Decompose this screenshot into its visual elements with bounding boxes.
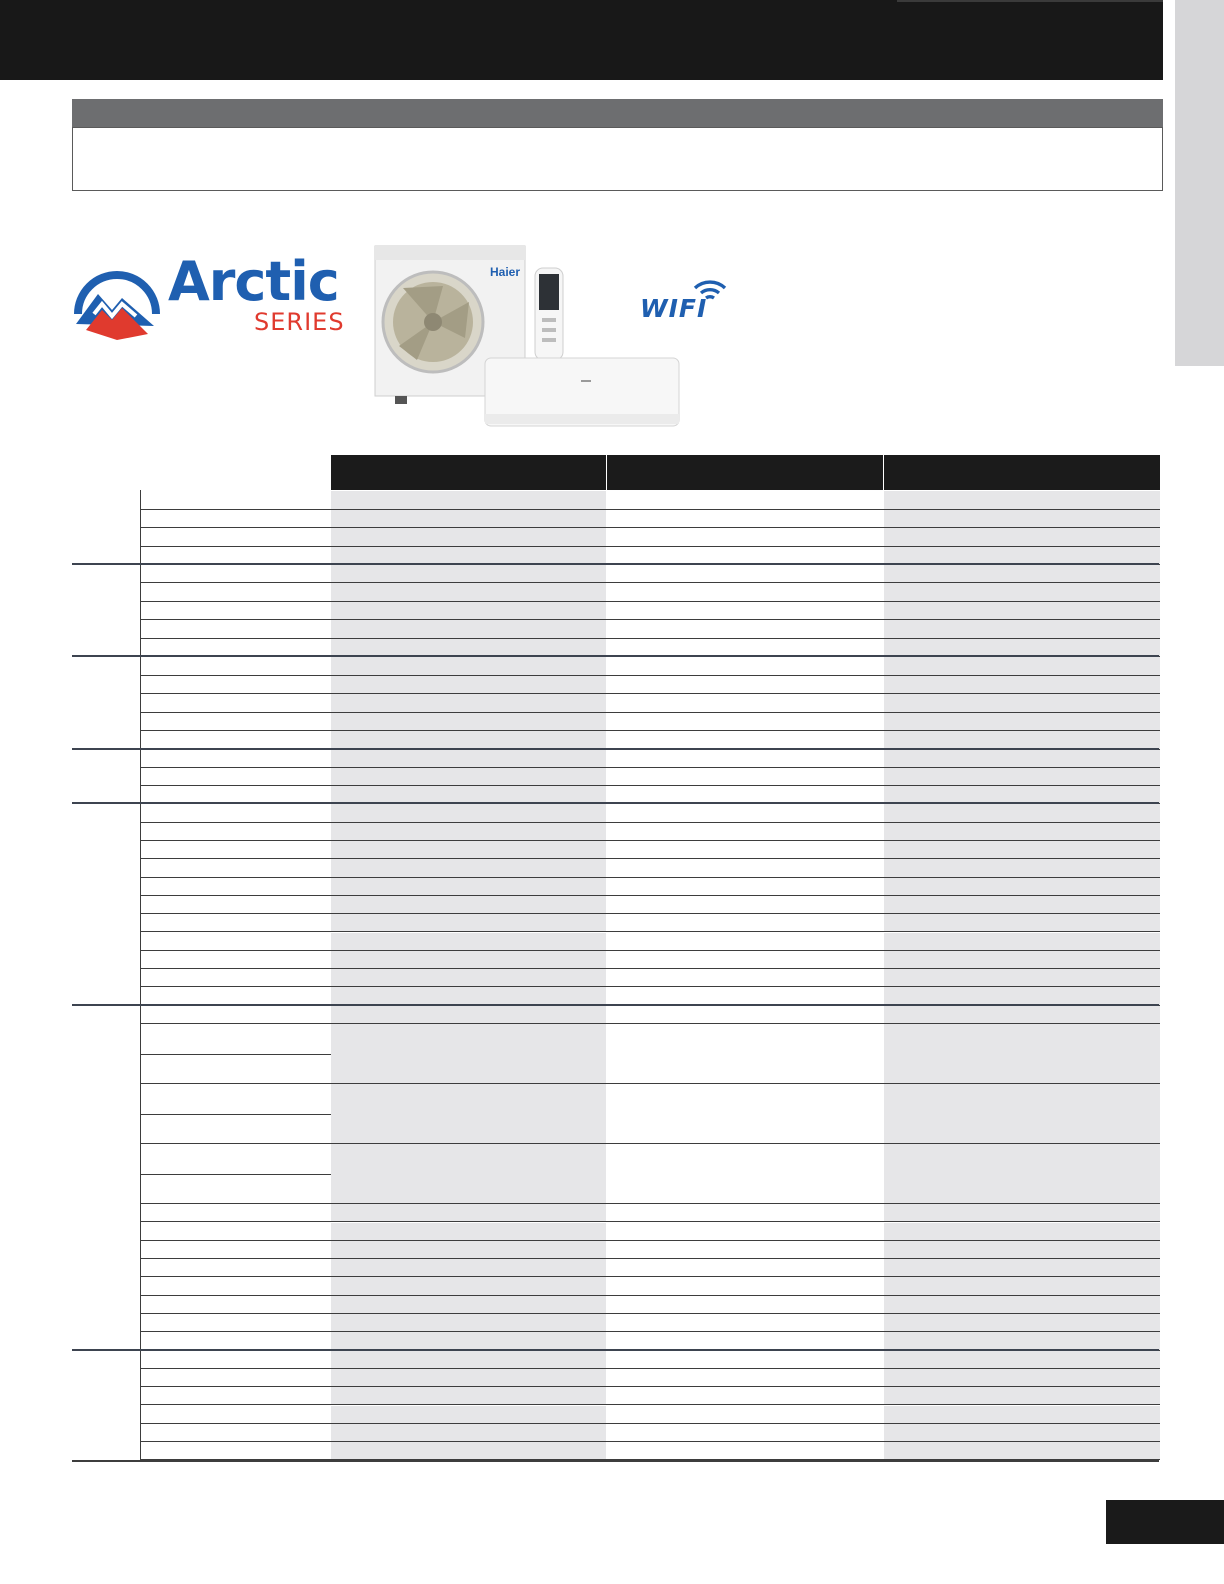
table-cell: [607, 768, 883, 785]
table-cell: [884, 1314, 1160, 1331]
table-cell: [607, 583, 883, 600]
table-cell: [884, 1442, 1160, 1459]
table-cell: [141, 565, 331, 582]
table-cell: [331, 1406, 606, 1423]
table-cell: [607, 1296, 883, 1313]
table-cell: [331, 1296, 606, 1313]
table-cell: [331, 750, 606, 767]
table-row: [141, 1277, 1160, 1295]
label-cell-divider: [141, 1174, 331, 1175]
table-row: [141, 1223, 1160, 1241]
table-row: [141, 804, 1160, 822]
table-cell: [331, 620, 606, 637]
table-cell: [884, 878, 1160, 895]
table-cell: [607, 859, 883, 876]
table-cell: [331, 1314, 606, 1331]
table-cell: [141, 969, 331, 986]
table-cell: [607, 1314, 883, 1331]
table-row: [141, 1424, 1160, 1442]
table-cell: [884, 1332, 1160, 1349]
table-cell: [141, 639, 331, 656]
table-cell: [607, 713, 883, 731]
table-row: [141, 914, 1160, 932]
table-cell: [331, 1259, 606, 1276]
table-cell: [884, 510, 1160, 528]
group-separator: [72, 655, 1159, 657]
table-cell: [884, 1204, 1160, 1221]
table-cell: [331, 565, 606, 582]
group-separator: [72, 563, 1159, 565]
table-cell: [607, 528, 883, 546]
table-cell: [141, 1314, 331, 1331]
table-cell: [884, 528, 1160, 546]
table-cell: [607, 1144, 883, 1203]
table-cell: [141, 896, 331, 913]
table-cell: [141, 768, 331, 785]
table-cell: [884, 969, 1160, 986]
table-cell: [141, 1387, 331, 1404]
table-cell: [884, 951, 1160, 968]
table-cell: [141, 583, 331, 600]
table-cell: [331, 1084, 606, 1143]
table-cell: [607, 1084, 883, 1143]
product-brand-mark: Haier: [490, 265, 521, 279]
model-column-header: [331, 455, 606, 490]
table-cell: [141, 1204, 331, 1221]
table-cell: [331, 528, 606, 546]
table-row: [141, 528, 1160, 547]
table-cell: [884, 565, 1160, 582]
table-cell: [331, 1332, 606, 1349]
table-cell: [331, 1387, 606, 1404]
table-cell: [331, 1204, 606, 1221]
logo-subtitle: SERIES: [254, 308, 345, 336]
table-cell: [141, 1442, 331, 1459]
table-cell: [331, 823, 606, 840]
table-row: [141, 859, 1160, 877]
table-cell: [331, 1144, 606, 1203]
table-cell: [607, 804, 883, 821]
table-cell: [607, 951, 883, 968]
table-cell: [607, 510, 883, 528]
table-cell: [331, 878, 606, 895]
table-cell: [607, 1332, 883, 1349]
table-cell: [331, 657, 606, 675]
table-cell: [331, 583, 606, 600]
table-row: [141, 1406, 1160, 1424]
table-cell: [141, 1006, 331, 1024]
table-cell: [607, 491, 883, 509]
table-cell: [884, 933, 1160, 950]
table-cell: [884, 1259, 1160, 1276]
table-cell: [607, 896, 883, 913]
table-cell: [331, 1006, 606, 1024]
page-number-tab: [1106, 1500, 1224, 1544]
table-cell: [141, 676, 331, 694]
table-cell: [884, 841, 1160, 858]
table-row: [141, 620, 1160, 638]
table-cell: [884, 602, 1160, 619]
table-cell: [331, 731, 606, 749]
table-cell: [141, 657, 331, 675]
table-cell: [607, 1259, 883, 1276]
table-row: [141, 602, 1160, 620]
table-row-merged: [141, 1144, 1160, 1204]
table-cell: [607, 1006, 883, 1024]
table-cell: [141, 1332, 331, 1349]
table-cell: [141, 510, 331, 528]
table-cell: [331, 987, 606, 1004]
table-row: [141, 676, 1160, 695]
table-cell: [607, 823, 883, 840]
label-cell-divider: [141, 1114, 331, 1115]
table-row: [141, 1351, 1160, 1369]
table-cell: [331, 1223, 606, 1240]
table-cell: [607, 694, 883, 712]
table-cell: [884, 859, 1160, 876]
wifi-label: WIFI: [640, 294, 708, 323]
table-cell: [884, 713, 1160, 731]
table-cell: [607, 841, 883, 858]
table-cell: [607, 1387, 883, 1404]
table-cell: [607, 1204, 883, 1221]
table-cell: [607, 1369, 883, 1386]
table-cell: [884, 786, 1160, 803]
table-cell: [331, 676, 606, 694]
table-row: [141, 583, 1160, 601]
table-row: [141, 768, 1160, 786]
table-cell: [607, 878, 883, 895]
table-cell: [607, 1406, 883, 1423]
table-cell: [884, 1084, 1160, 1143]
table-cell: [331, 951, 606, 968]
table-row: [141, 933, 1160, 951]
table-cell: [607, 602, 883, 619]
table-cell: [331, 639, 606, 656]
table-cell: [884, 731, 1160, 749]
table-cell: [884, 1024, 1160, 1083]
table-cell: [607, 1351, 883, 1368]
table-cell: [141, 987, 331, 1004]
table-cell: [141, 602, 331, 619]
table-row: [141, 1387, 1160, 1405]
table-cell: [607, 657, 883, 675]
table-cell: [607, 1424, 883, 1441]
table-cell: [607, 620, 883, 637]
table-cell: [141, 786, 331, 803]
table-cell: [331, 768, 606, 785]
table-cell: [331, 602, 606, 619]
table-row: [141, 1296, 1160, 1314]
table-cell: [331, 1277, 606, 1294]
table-row: [141, 841, 1160, 859]
table-cell: [331, 694, 606, 712]
group-separator: [72, 1349, 1159, 1351]
table-cell: [884, 547, 1160, 565]
table-cell: [331, 1351, 606, 1368]
table-cell: [884, 804, 1160, 821]
table-cell: [884, 694, 1160, 712]
table-cell: [884, 1006, 1160, 1024]
table-row: [141, 657, 1160, 676]
table-cell: [884, 491, 1160, 509]
table-row: [141, 969, 1160, 987]
table-cell: [607, 1024, 883, 1083]
table-row: [141, 510, 1160, 529]
table-row: [141, 1314, 1160, 1332]
table-cell: [141, 951, 331, 968]
table-cell: [141, 933, 331, 950]
table-cell: [884, 823, 1160, 840]
table-row: [141, 694, 1160, 713]
table-cell: [141, 1351, 331, 1368]
table-cell: [141, 823, 331, 840]
table-cell: [884, 620, 1160, 637]
table-cell: [884, 1424, 1160, 1441]
table-cell: [331, 804, 606, 821]
table-cell: [331, 510, 606, 528]
table-row-merged: [141, 1024, 1160, 1084]
table-cell: [884, 750, 1160, 767]
table-row: [141, 1369, 1160, 1387]
table-cell: [607, 731, 883, 749]
table-row: [141, 1259, 1160, 1277]
table-cell: [141, 1406, 331, 1423]
table-cell: [607, 914, 883, 931]
table-cell: [884, 1296, 1160, 1313]
table-cell: [884, 1351, 1160, 1368]
table-cell: [141, 1223, 331, 1240]
table-cell: [141, 804, 331, 821]
table-row: [141, 1442, 1160, 1460]
table-row: [141, 1241, 1160, 1259]
table-cell: [607, 565, 883, 582]
table-cell: [607, 547, 883, 565]
table-row-merged: [141, 1084, 1160, 1144]
table-cell: [884, 896, 1160, 913]
table-cell: [884, 914, 1160, 931]
table-cell: [607, 1241, 883, 1258]
table-cell: [331, 713, 606, 731]
table-cell: [884, 1241, 1160, 1258]
table-cell: [884, 1387, 1160, 1404]
table-row: [141, 951, 1160, 969]
table-cell: [884, 1277, 1160, 1294]
table-cell: [607, 969, 883, 986]
table-row: [141, 565, 1160, 583]
table-cell: [607, 786, 883, 803]
table-cell: [141, 731, 331, 749]
table-row: [141, 896, 1160, 914]
table-cell: [884, 639, 1160, 656]
table-cell: [141, 750, 331, 767]
table-row: [141, 878, 1160, 896]
table-cell: [141, 713, 331, 731]
table-cell: [331, 1241, 606, 1258]
model-column-header: [884, 455, 1160, 490]
group-separator: [72, 1004, 1159, 1006]
table-cell: [884, 987, 1160, 1004]
table-cell: [884, 1406, 1160, 1423]
table-cell: [141, 859, 331, 876]
table-row: [141, 491, 1160, 510]
table-cell: [607, 639, 883, 656]
table-cell: [141, 878, 331, 895]
table-cell: [141, 547, 331, 565]
table-cell: [331, 547, 606, 565]
table-cell: [331, 896, 606, 913]
table-cell: [141, 620, 331, 637]
table-cell: [141, 1424, 331, 1441]
table-cell: [331, 786, 606, 803]
table-cell: [141, 528, 331, 546]
logo-wordmark: Arctic: [168, 250, 339, 313]
table-cell: [331, 491, 606, 509]
table-cell: [884, 1144, 1160, 1203]
table-cell: [141, 1241, 331, 1258]
table-cell: [141, 694, 331, 712]
table-cell: [331, 1442, 606, 1459]
table-cell: [331, 859, 606, 876]
table-cell: [607, 676, 883, 694]
table-cell: [141, 1259, 331, 1276]
table-cell: [331, 1024, 606, 1083]
label-cell-divider: [141, 1054, 331, 1055]
table-cell: [884, 583, 1160, 600]
table-row: [141, 823, 1160, 841]
table-cell: [141, 841, 331, 858]
table-cell: [331, 969, 606, 986]
table-cell: [331, 933, 606, 950]
table-cell: [141, 1296, 331, 1313]
table-cell: [884, 676, 1160, 694]
table-cell: [607, 1223, 883, 1240]
table-cell: [607, 1277, 883, 1294]
group-separator: [72, 748, 1159, 750]
table-row: [141, 750, 1160, 768]
table-cell: [331, 841, 606, 858]
table-cell: [141, 1277, 331, 1294]
table-cell: [607, 1442, 883, 1459]
group-separator: [72, 802, 1159, 804]
table-row: [141, 713, 1160, 732]
table-cell: [331, 914, 606, 931]
table-cell: [331, 1369, 606, 1386]
table-cell: [884, 768, 1160, 785]
table-row: [141, 1006, 1160, 1025]
table-row: [141, 1204, 1160, 1222]
table-cell: [331, 1424, 606, 1441]
table-cell: [141, 491, 331, 509]
table-cell: [607, 933, 883, 950]
table-cell: [141, 914, 331, 931]
table-cell: [607, 750, 883, 767]
table-cell: [884, 1223, 1160, 1240]
table-cell: [141, 1369, 331, 1386]
table-cell: [607, 987, 883, 1004]
table-cell: [884, 1369, 1160, 1386]
table-cell: [884, 657, 1160, 675]
model-column-header: [607, 455, 883, 490]
